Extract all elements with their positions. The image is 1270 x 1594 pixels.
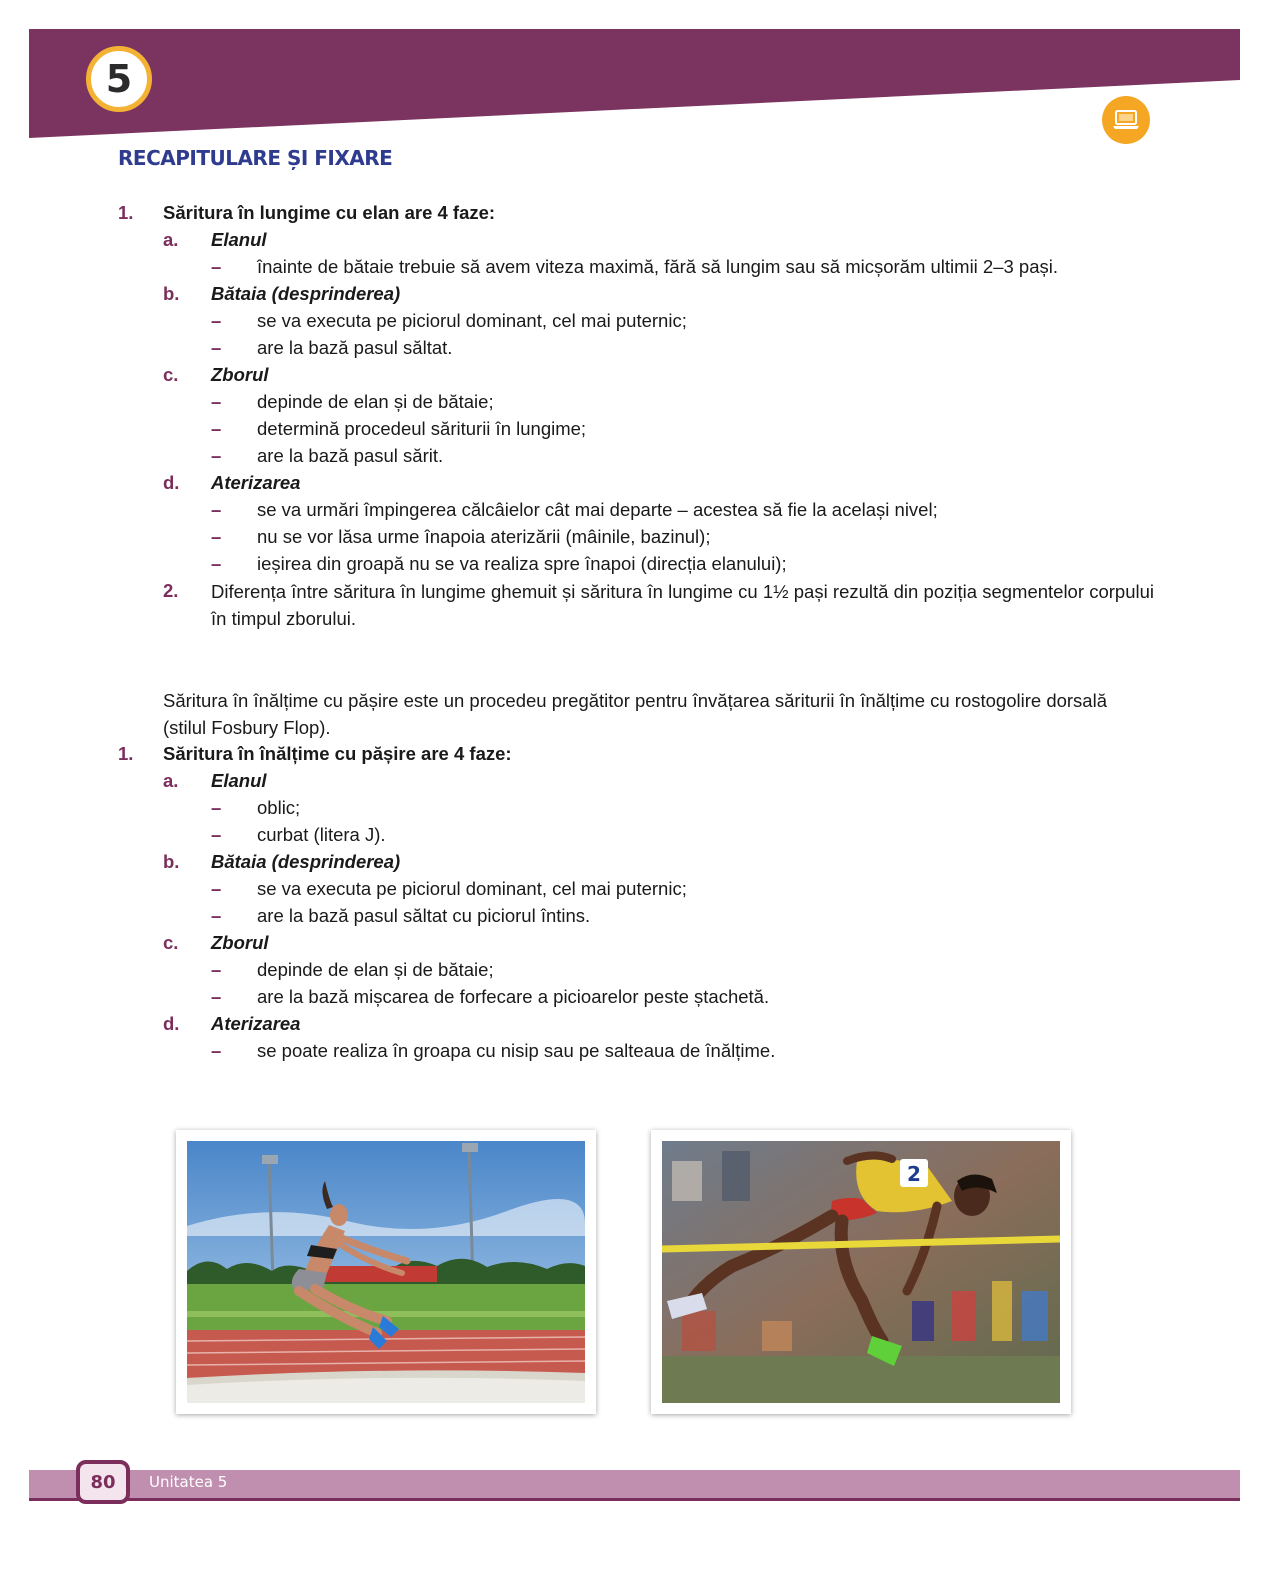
list-number: 1. [118,743,134,764]
long-jump-illustration [187,1141,585,1403]
phase-name: Elanul [211,770,267,791]
page-number: 80 [76,1460,130,1504]
item-text: se va executa pe piciorul dominant, cel mai puternic; [257,310,687,331]
dash-bullet: – [211,824,222,845]
list-number: 1. [118,202,134,223]
item-text: determină procedeul săriturii în lungime; [257,418,587,439]
header-banner [29,29,1240,140]
dash-bullet: – [211,553,222,574]
high-jump-intro: Săritura în înălțime cu pășire este un procedeu pregătitor pentru învățarea săriturii în înălțime cu rostogolire dorsală (stilul Fosbury Flop). [163,690,1107,738]
list-number: 2. [163,580,179,601]
phase-name: Elanul [211,229,267,250]
dash-bullet: – [211,445,222,466]
phase-letter: a. [163,229,179,250]
dash-bullet: – [211,256,222,277]
phase-name: Aterizarea [211,1013,301,1034]
high-jump-illustration [662,1141,1060,1403]
dash-bullet: – [211,337,222,358]
phase-letter: c. [163,932,179,953]
item-text: oblic; [257,797,301,818]
item-text: are la bază pasul săltat cu piciorul întins. [257,905,591,926]
bib-number: 2 [907,1162,921,1186]
item-text: Diferența între săritura în lungime ghemuit și săritura în lungime cu 1½ pași rezultă din poziția segmentelor corpului în timpul zborului. [211,581,1154,629]
item-text: nu se vor lăsa urme înapoia aterizării (mâinile, bazinul); [257,526,711,547]
chapter-number-badge: 5 [86,46,152,112]
item-text: se va urmări împingerea călcâielor cât mai departe – acestea să fie la același nivel; [257,499,938,520]
item-text: are la bază pasul săltat. [257,337,453,358]
dash-bullet: – [211,878,222,899]
dash-bullet: – [211,905,222,926]
item-text: înainte de bătaie trebuie să avem viteza maximă, fără să lungim sau să micșorăm ultimii 2–3 pași. [257,256,1059,277]
phase-letter: b. [163,283,180,304]
phase-letter: d. [163,1013,180,1034]
dash-bullet: – [211,526,222,547]
dash-bullet: – [211,391,222,412]
phase-letter: d. [163,472,180,493]
item-text: ieșirea din groapă nu se va realiza spre înapoi (direcția elanului); [257,553,787,574]
section-title: RECAPITULARE ȘI FIXARE [118,146,393,170]
phase-name: Zborul [211,932,269,953]
long-jump-heading-text: Săritura în lungime cu elan are 4 faze: [163,202,496,223]
phase-letter: c. [163,364,179,385]
item-text: se poate realiza în groapa cu nisip sau pe salteaua de înălțime. [257,1040,776,1061]
phase-letter: a. [163,770,179,791]
dash-bullet: – [211,310,222,331]
high-jump-photo [651,1130,1071,1414]
dash-bullet: – [211,959,222,980]
phase-name: Bătaia (desprinderea) [211,283,401,304]
item-text: are la bază mișcarea de forfecare a picioarelor peste ștachetă. [257,986,770,1007]
dash-bullet: – [211,1040,222,1061]
dash-bullet: – [211,499,222,520]
high-jump-heading-text: Săritura în înălțime cu pășire are 4 faze: [163,743,512,764]
item-text: curbat (litera J). [257,824,386,845]
item-text: depinde de elan și de bătaie; [257,391,494,412]
phase-name: Bătaia (desprinderea) [211,851,401,872]
laptop-icon[interactable] [1102,96,1150,144]
dash-bullet: – [211,986,222,1007]
item-text: se va executa pe piciorul dominant, cel mai puternic; [257,878,687,899]
item-text: depinde de elan și de bătaie; [257,959,494,980]
long-jump-photo [176,1130,596,1414]
dash-bullet: – [211,418,222,439]
unit-label: Unitatea 5 [149,1473,228,1491]
phase-name: Aterizarea [211,472,301,493]
phase-letter: b. [163,851,180,872]
item-text: are la bază pasul sărit. [257,445,444,466]
phase-name: Zborul [211,364,269,385]
dash-bullet: – [211,797,222,818]
